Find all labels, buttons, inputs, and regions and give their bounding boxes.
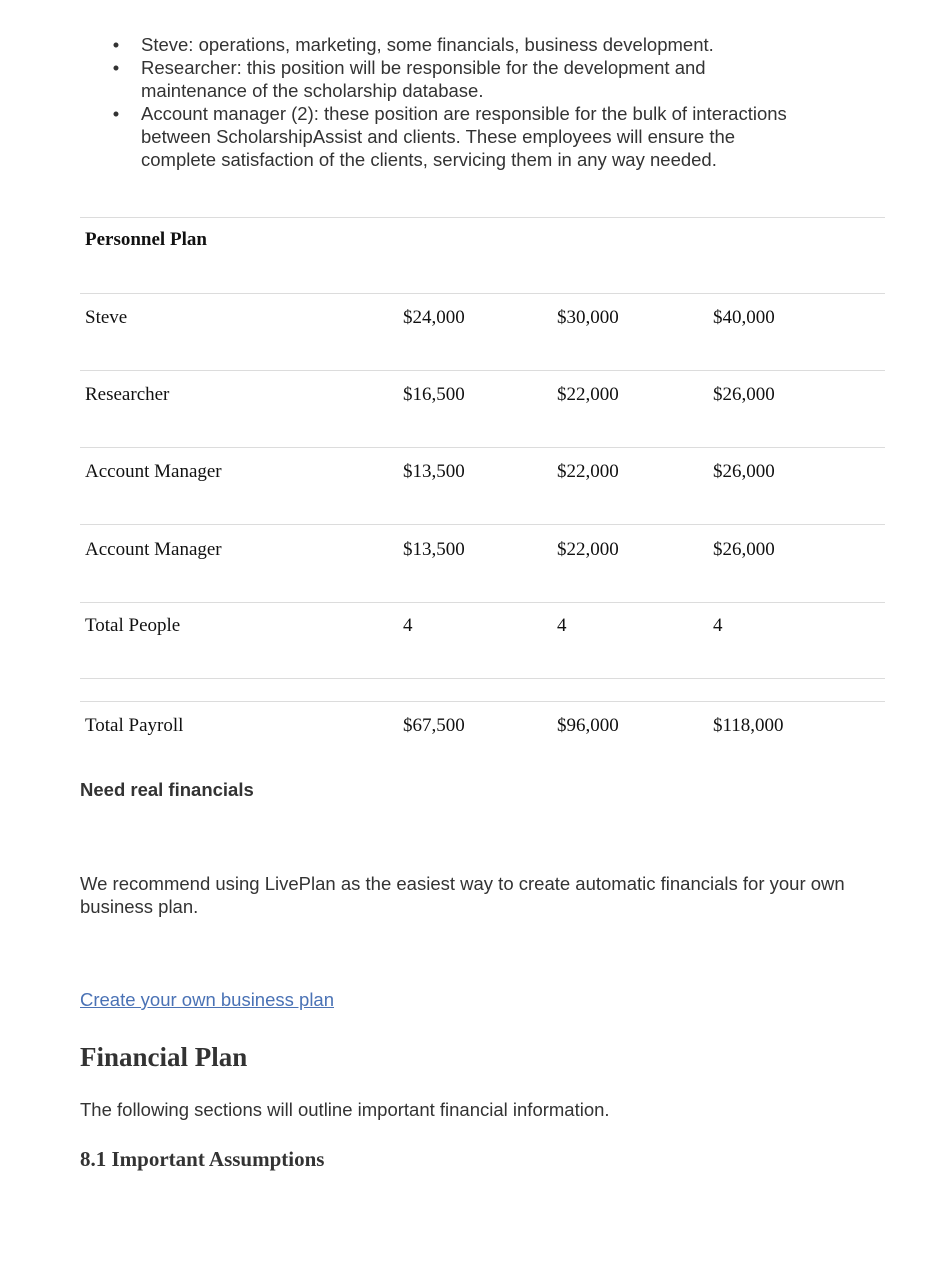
year3-value: $40,000 [713, 307, 775, 328]
year1-value: $13,500 [403, 539, 465, 560]
row-label: Steve [85, 307, 128, 328]
year3-value: 4 [713, 615, 723, 636]
year2-value: $30,000 [557, 307, 619, 328]
table-divider [80, 678, 885, 679]
liveplan-recommendation: We recommend using LivePlan as the easiest way to create automatic financials for your own business plan. [80, 873, 845, 917]
year2-value: $22,000 [557, 539, 619, 560]
bullet-text: Account manager (2): these position are responsible for the bulk of interactions between ScholarshipAssist and clients. These employees will ensure the complete satisfaction of the clients, servicing them in any way needed. [141, 103, 787, 170]
row-label: Researcher [85, 384, 170, 405]
table-divider [80, 602, 885, 603]
table-divider [80, 217, 885, 218]
year2-value: $22,000 [557, 384, 619, 405]
create-business-plan-link[interactable]: Create your own business plan [80, 989, 335, 1010]
bullet-text: Steve: operations, marketing, some financials, business development. [141, 34, 714, 55]
bullet-item-researcher [110, 56, 810, 102]
year3-value: $26,000 [713, 461, 775, 482]
table-title: Personnel Plan [85, 229, 207, 250]
row-label: Account Manager [85, 461, 222, 482]
year1-value: $67,500 [403, 715, 465, 736]
row-label: Total People [85, 615, 181, 636]
table-divider [80, 447, 885, 448]
important-assumptions-heading: 8.1 Important Assumptions [80, 1147, 325, 1171]
role-bullet-list [110, 33, 810, 171]
bullet-icon: • [112, 34, 120, 55]
bullet-text: Researcher: this position will be responsible for the development and maintenance of the scholarship database. [141, 57, 706, 101]
year1-value: $16,500 [403, 384, 465, 405]
table-divider [80, 524, 885, 525]
financial-plan-intro: The following sections will outline important financial information. [80, 1099, 610, 1120]
financial-plan-heading: Financial Plan [80, 1042, 248, 1072]
row-label: Account Manager [85, 539, 222, 560]
bullet-icon: • [112, 103, 120, 124]
year3-value: $26,000 [713, 384, 775, 405]
row-label: Total Payroll [85, 715, 184, 736]
bullet-item-steve [110, 33, 810, 56]
year1-value: 4 [403, 615, 413, 636]
year2-value: $22,000 [557, 461, 619, 482]
table-divider [80, 370, 885, 371]
year3-value: $118,000 [713, 715, 784, 736]
year1-value: $13,500 [403, 461, 465, 482]
year1-value: $24,000 [403, 307, 465, 328]
year3-value: $26,000 [713, 539, 775, 560]
bullet-item-account-manager [110, 102, 810, 171]
need-financials-heading: Need real financials [80, 779, 254, 800]
bullet-icon: • [112, 57, 120, 78]
table-divider [80, 293, 885, 294]
year2-value: 4 [557, 615, 567, 636]
table-divider [80, 701, 885, 702]
year2-value: $96,000 [557, 715, 619, 736]
